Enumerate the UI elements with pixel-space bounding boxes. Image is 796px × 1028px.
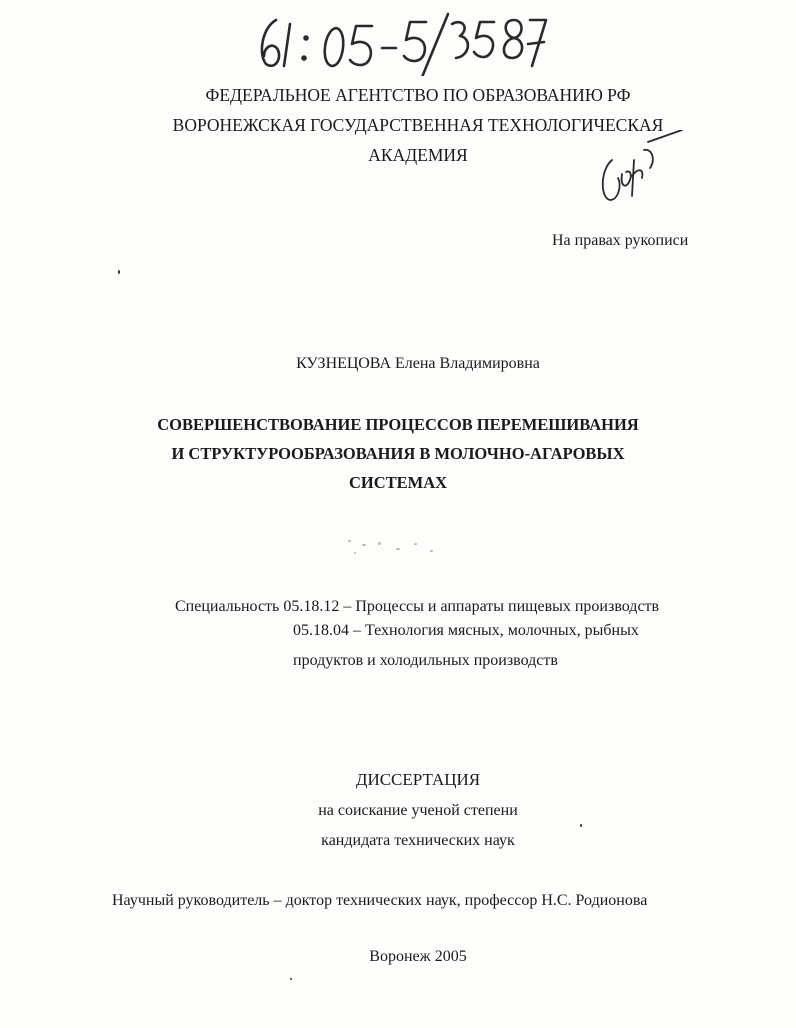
scan-mark	[580, 824, 582, 827]
title-line2: И СТРУКТУРООБРАЗОВАНИЯ В МОЛОЧНО-АГАРОВЫХ	[171, 444, 625, 463]
city-year: Воронеж 2005	[369, 948, 467, 965]
degree-line2: кандидата технических наук	[321, 832, 515, 849]
degree-line1: на соискание ученой степени	[318, 802, 518, 819]
specialty-line3: продуктов и холодильных производств	[293, 652, 558, 669]
scientific-supervisor: Научный руководитель – доктор технических наук, профессор Н.С. Родионова	[112, 892, 648, 909]
dissertation-title	[0, 410, 796, 497]
document-type: ДИССЕРТАЦИЯ	[355, 770, 481, 789]
title-line3: СИСТЕМАХ	[348, 473, 448, 492]
archive-code-image	[248, 6, 548, 76]
archive-code-handwriting	[248, 6, 548, 76]
specialty-line2: 05.18.04 – Технология мясных, молочных, рыбных	[293, 622, 639, 639]
academy-name-line2: АКАДЕМИЯ	[368, 145, 468, 165]
title-line1: СОВЕРШЕНСТВОВАНИЕ ПРОЦЕССОВ ПЕРЕМЕШИВАНИЯ	[157, 415, 639, 434]
author-name: КУЗНЕЦОВА Елена Владимировна	[296, 355, 540, 372]
scan-mark	[290, 978, 292, 980]
academy-name-line1: ВОРОНЕЖСКАЯ ГОСУДАРСТВЕННАЯ ТЕХНОЛОГИЧЕСКАЯ	[172, 115, 664, 135]
signature-image	[592, 130, 692, 210]
specialty-line1: Специальность 05.18.12 – Процессы и аппараты пищевых производств	[175, 598, 660, 615]
scan-smudge	[338, 534, 448, 560]
agency-name: ФЕДЕРАЛЬНОЕ АГЕНТСТВО ПО ОБРАЗОВАНИЮ РФ	[205, 85, 631, 105]
manuscript-rights-note: На правах рукописи	[552, 232, 689, 249]
scan-mark	[118, 270, 120, 274]
